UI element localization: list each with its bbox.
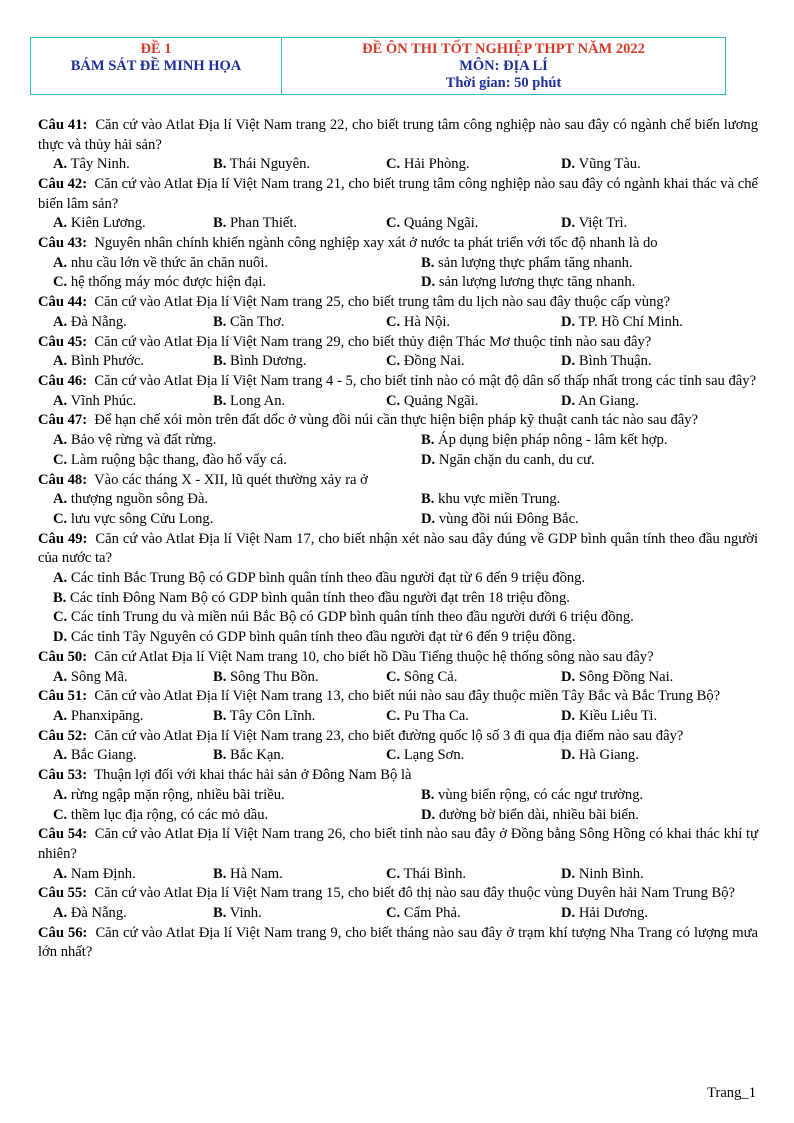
option-text: Sông Cả. — [403, 668, 458, 685]
answer-option — [386, 352, 561, 372]
option-text: sản lượng thực phẩm tăng nhanh. — [438, 254, 633, 271]
option-text: Tây Côn Lĩnh. — [229, 708, 316, 725]
option-text: đường bờ biển dài, nhiều bãi biển. — [438, 806, 639, 823]
answer-option — [53, 589, 753, 609]
option-text: hệ thống máy móc được hiện đại. — [70, 274, 267, 291]
question-text: Căn cứ vào Atlat Địa lí Việt Nam trang 15, cho biết đô thị nào sau đây thuộc vùng Duyên hải Nam Trung Bộ? — [94, 885, 736, 902]
option-letter: C. — [386, 392, 401, 409]
question-block — [38, 372, 758, 411]
option-text: Hải Phòng. — [403, 156, 470, 173]
option-letter: A. — [53, 786, 68, 803]
option-letter: D. — [561, 865, 576, 882]
answer-option — [213, 155, 386, 175]
answer-option — [213, 392, 386, 412]
question-label: Câu 47: — [38, 412, 88, 429]
answer-option — [53, 352, 213, 372]
question-stem — [38, 411, 758, 431]
option-row — [38, 589, 758, 609]
question-label: Câu 44: — [38, 294, 88, 311]
option-row — [38, 352, 758, 372]
option-text: Thái Nguyên. — [229, 156, 311, 173]
answer-option — [53, 668, 213, 688]
exam-duration: Thời gian: 50 phút — [445, 75, 562, 91]
exam-subject: MÔN: ĐỊA LÍ — [459, 58, 548, 74]
option-row — [38, 214, 758, 234]
question-label: Câu 54: — [38, 826, 88, 843]
option-text: Quảng Ngãi. — [403, 215, 479, 232]
question-block — [38, 175, 758, 234]
answer-option — [386, 214, 561, 234]
question-block — [38, 471, 758, 530]
answer-option — [561, 392, 639, 412]
option-letter: B. — [213, 708, 227, 725]
option-text: Kiều Liêu Ti. — [578, 708, 658, 725]
question-stem — [38, 372, 758, 392]
option-text: Phanxipăng. — [70, 708, 144, 725]
answer-option — [421, 431, 667, 451]
option-text: Đà Nẵng. — [70, 905, 127, 922]
question-text: Nguyên nhân chính khiến ngành công nghiệp xay xát ở nước ta phát triển với tốc độ nhanh là do — [94, 234, 658, 251]
option-letter: A. — [53, 905, 68, 922]
option-text: Áp dụng biện pháp nông - lâm kết hợp. — [438, 431, 668, 448]
answer-option — [561, 313, 683, 333]
option-text: Bảo vệ rừng và đất rừng. — [70, 431, 217, 448]
option-text: Pu Tha Ca. — [403, 708, 469, 725]
option-text: Kiên Lương. — [70, 215, 146, 232]
answer-option — [561, 214, 627, 234]
option-letter: A. — [53, 156, 68, 173]
option-row — [38, 510, 758, 530]
option-letter: B. — [421, 491, 435, 508]
option-letter: C. — [386, 708, 401, 725]
option-letter: D. — [561, 708, 576, 725]
question-text: Căn cứ Atlat Địa lí Việt Nam trang 10, cho biết hồ Dầu Tiếng thuộc hệ thống sông nào sau đây? — [94, 649, 654, 666]
answer-option — [421, 806, 639, 826]
option-row — [38, 431, 758, 451]
question-stem — [38, 648, 758, 668]
option-text: Bình Thuận. — [578, 353, 652, 370]
answer-option — [53, 313, 213, 333]
option-text: Làm ruộng bậc thang, đào hố vẩy cá. — [70, 451, 287, 468]
option-letter: B. — [213, 313, 227, 330]
answer-option — [561, 668, 673, 688]
question-text: Vào các tháng X - XII, lũ quét thường xảy ra ở — [94, 471, 368, 488]
answer-option — [561, 865, 644, 885]
question-label: Câu 41: — [38, 117, 88, 133]
question-stem — [38, 471, 758, 491]
answer-option — [561, 707, 657, 727]
option-letter: D. — [561, 668, 576, 685]
answer-option — [53, 904, 213, 924]
question-block — [38, 530, 758, 648]
option-row — [38, 628, 758, 648]
exam-number: ĐỀ 1 — [140, 41, 172, 57]
option-row — [38, 451, 758, 471]
option-letter: C. — [386, 215, 401, 232]
option-text: Các tỉnh Bắc Trung Bộ có GDP bình quân tính theo đầu người đạt từ 6 đến 9 triệu đồng. — [70, 569, 586, 586]
answer-option — [53, 273, 421, 293]
option-letter: A. — [53, 353, 68, 370]
answer-option — [213, 707, 386, 727]
option-letter: A. — [53, 431, 68, 448]
question-label: Câu 53: — [38, 767, 88, 784]
question-text: Căn cứ vào Atlat Địa lí Việt Nam trang 29, cho biết thủy điện Thác Mơ thuộc tỉnh nào sau đây? — [94, 333, 652, 350]
question-block — [38, 884, 758, 923]
option-text: thượng nguồn sông Đà. — [70, 491, 209, 508]
option-text: nhu cầu lớn về thức ăn chăn nuôi. — [70, 254, 269, 271]
option-letter: B. — [53, 589, 67, 606]
option-letter: B. — [213, 215, 227, 232]
exam-subtitle: BÁM SÁT ĐỀ MINH HỌA — [70, 58, 242, 74]
option-text: Cẩm Phả. — [403, 905, 461, 922]
option-row — [38, 865, 758, 885]
option-text: Vinh. — [229, 905, 262, 922]
question-stem — [38, 924, 758, 963]
option-row — [38, 392, 758, 412]
option-letter: C. — [53, 510, 68, 527]
option-letter: D. — [421, 806, 436, 823]
option-text: Sông Đồng Nai. — [578, 668, 674, 685]
answer-option — [53, 392, 213, 412]
option-text: Sông Thu Bồn. — [230, 668, 319, 685]
option-letter: B. — [421, 431, 435, 448]
option-text: vùng biển rộng, có các ngư trường. — [438, 786, 644, 803]
option-letter: C. — [386, 156, 401, 173]
answer-option — [213, 352, 386, 372]
option-text: Nam Định. — [70, 865, 136, 882]
option-row — [38, 155, 758, 175]
option-letter: A. — [53, 254, 68, 271]
option-text: Đà Nẵng. — [70, 313, 127, 330]
answer-option — [213, 904, 386, 924]
option-letter: C. — [53, 274, 68, 291]
option-text: Vũng Tàu. — [578, 156, 641, 173]
answer-option — [213, 668, 386, 688]
header-left-cell — [31, 38, 282, 94]
option-letter: B. — [213, 353, 227, 370]
option-row — [38, 806, 758, 826]
option-text: Ngăn chặn du canh, du cư. — [438, 451, 595, 468]
question-stem — [38, 687, 758, 707]
answer-option — [53, 214, 213, 234]
answer-option — [386, 865, 561, 885]
option-letter: B. — [213, 668, 227, 685]
option-text: khu vực miền Trung. — [438, 491, 561, 508]
answer-option — [421, 451, 595, 471]
option-letter: C. — [53, 451, 68, 468]
answer-option — [53, 490, 421, 510]
header-right-cell — [282, 38, 725, 94]
answer-option — [53, 254, 421, 274]
option-letter: C. — [386, 747, 401, 764]
option-text: Vĩnh Phúc. — [70, 392, 137, 409]
answer-option — [213, 313, 386, 333]
question-stem — [38, 727, 758, 747]
option-row — [38, 707, 758, 727]
option-letter: D. — [421, 510, 436, 527]
question-block — [38, 825, 758, 884]
option-letter: C. — [386, 865, 401, 882]
question-block — [38, 116, 758, 175]
answer-option — [53, 628, 753, 648]
option-letter: A. — [53, 668, 68, 685]
answer-option — [53, 431, 421, 451]
option-letter: B. — [213, 392, 227, 409]
answer-option — [386, 313, 561, 333]
question-text: Căn cứ vào Atlat Địa lí Việt Nam 17, cho biết nhận xét nào sau đây đúng về GDP bình quân tính theo đầu người của nước ta? — [38, 530, 759, 567]
option-letter: C. — [386, 668, 401, 685]
answer-option — [421, 510, 579, 530]
option-letter: B. — [421, 786, 435, 803]
question-text: Căn cứ vào Atlat Địa lí Việt Nam trang 21, cho biết trung tâm công nghiệp nào sau đây có ngành khai thác và chế biến lâm sản? — [38, 175, 759, 212]
question-label: Câu 46: — [38, 372, 88, 389]
option-text: Thái Bình. — [403, 865, 467, 882]
option-text: Hải Dương. — [578, 905, 648, 922]
question-block — [38, 333, 758, 372]
answer-option — [213, 746, 386, 766]
option-letter: D. — [421, 274, 436, 291]
option-letter: B. — [213, 156, 227, 173]
question-block — [38, 687, 758, 726]
option-letter: A. — [53, 313, 68, 330]
option-row — [38, 254, 758, 274]
option-row — [38, 313, 758, 333]
option-letter: A. — [53, 392, 68, 409]
question-text: Căn cứ vào Atlat Địa lí Việt Nam trang 9, cho biết tháng nào sau đây ở trạm khí tượng Nha Trang có lượng mưa lớn nhất? — [38, 924, 759, 961]
answer-option — [561, 352, 652, 372]
option-text: Phan Thiết. — [230, 215, 298, 232]
option-text: Hà Giang. — [578, 747, 639, 764]
question-label: Câu 43: — [38, 234, 88, 251]
answer-option — [53, 451, 421, 471]
answer-option — [421, 786, 643, 806]
answer-option — [53, 569, 753, 589]
question-stem — [38, 175, 758, 214]
question-label: Câu 45: — [38, 333, 88, 350]
question-label: Câu 55: — [38, 885, 88, 902]
option-letter: A. — [53, 491, 68, 508]
option-row — [38, 608, 758, 628]
option-text: Tây Ninh. — [70, 156, 130, 173]
option-text: thềm lục địa rộng, có các mỏ dầu. — [70, 806, 269, 823]
question-block — [38, 924, 758, 963]
question-stem — [38, 333, 758, 353]
option-text: lưu vực sông Cửu Long. — [70, 510, 214, 527]
option-text: Bình Dương. — [230, 353, 307, 370]
answer-option — [53, 806, 421, 826]
question-stem — [38, 766, 758, 786]
option-text: Các tỉnh Trung du và miền núi Bắc Bộ có GDP bình quân tính theo đầu người dưới 6 triệu đồng. — [70, 609, 634, 626]
answer-option — [561, 746, 639, 766]
question-stem — [38, 825, 758, 864]
answer-option — [386, 392, 561, 412]
question-label: Câu 49: — [38, 530, 88, 547]
question-stem — [38, 293, 758, 313]
question-text: Căn cứ vào Atlat Địa lí Việt Nam trang 4 - 5, cho biết tỉnh nào có mật độ dân số thấp nhất trong các tỉnh sau đây? — [94, 372, 757, 389]
option-letter: D. — [561, 392, 576, 409]
option-text: Việt Trì. — [578, 215, 628, 232]
option-text: Ninh Bình. — [578, 865, 644, 882]
question-block — [38, 766, 758, 825]
answer-option — [386, 707, 561, 727]
page-number: Trang_1 — [707, 1085, 756, 1101]
question-block — [38, 648, 758, 687]
option-text: sản lượng lương thực tăng nhanh. — [438, 274, 636, 291]
option-letter: B. — [213, 905, 227, 922]
question-label: Câu 56: — [38, 924, 88, 941]
option-row — [38, 668, 758, 688]
option-letter: A. — [53, 747, 68, 764]
option-letter: D. — [561, 905, 576, 922]
exam-header — [30, 37, 726, 95]
option-letter: A. — [53, 865, 68, 882]
answer-option — [53, 155, 213, 175]
option-text: Bình Phước. — [70, 353, 145, 370]
answer-option — [53, 746, 213, 766]
question-stem — [38, 530, 758, 569]
question-text: Căn cứ vào Atlat Địa lí Việt Nam trang 25, cho biết trung tâm du lịch nào sau đây thuộc cấp vùng? — [94, 294, 671, 311]
option-letter: D. — [561, 215, 576, 232]
option-letter: B. — [213, 747, 227, 764]
answer-option — [213, 865, 386, 885]
option-letter: D. — [561, 156, 576, 173]
option-text: Bắc Giang. — [70, 747, 137, 764]
answer-option — [386, 746, 561, 766]
question-label: Câu 42: — [38, 175, 88, 192]
option-text: Hà Nội. — [403, 313, 451, 330]
option-text: Bắc Kạn. — [230, 747, 285, 764]
answer-option — [421, 254, 633, 274]
option-letter: D. — [421, 451, 436, 468]
question-text: Để hạn chế xói mòn trên đất dốc ở vùng đồi núi cần thực hiện biện pháp kỹ thuật canh tác nào sau đây? — [94, 412, 699, 429]
question-label: Câu 51: — [38, 688, 88, 705]
option-row — [38, 904, 758, 924]
option-text: TP. Hồ Chí Minh. — [578, 313, 683, 330]
option-text: Hà Nam. — [230, 865, 283, 882]
option-text: Quảng Ngãi. — [403, 392, 479, 409]
exam-title: ĐỀ ÔN THI TỐT NGHIỆP THPT NĂM 2022 — [362, 41, 645, 57]
answer-option — [53, 865, 213, 885]
question-block — [38, 293, 758, 332]
option-text: Đồng Nai. — [403, 353, 465, 370]
option-text: Các tỉnh Tây Nguyên có GDP bình quân tính theo đầu người đạt từ 6 đến 9 triệu đồng. — [70, 629, 576, 646]
answer-option — [386, 668, 561, 688]
question-label: Câu 52: — [38, 727, 88, 744]
option-text: Sông Mã. — [70, 668, 128, 685]
answer-option — [213, 214, 386, 234]
question-text: Căn cứ vào Atlat Địa lí Việt Nam trang 13, cho biết núi nào sau đây thuộc miền Tây Bắc và Bắc Trung Bộ? — [94, 688, 721, 705]
question-block — [38, 411, 758, 470]
option-row — [38, 569, 758, 589]
option-text: Lạng Sơn. — [403, 747, 465, 764]
option-letter: D. — [561, 353, 576, 370]
option-row — [38, 490, 758, 510]
option-text: Long An. — [230, 392, 286, 409]
answer-option — [561, 904, 648, 924]
answer-option — [421, 490, 560, 510]
option-text: rừng ngập mặn rộng, nhiều bãi triều. — [70, 786, 285, 803]
option-letter: B. — [421, 254, 435, 271]
answer-option — [386, 904, 561, 924]
answer-option — [53, 786, 421, 806]
answer-option — [53, 707, 213, 727]
option-row — [38, 786, 758, 806]
question-block — [38, 234, 758, 293]
option-letter: B. — [213, 865, 227, 882]
option-row — [38, 746, 758, 766]
option-letter: C. — [386, 353, 401, 370]
option-letter: A. — [53, 569, 68, 586]
question-block — [38, 727, 758, 766]
option-letter: C. — [53, 806, 68, 823]
question-stem — [38, 116, 758, 155]
answer-option — [53, 608, 753, 628]
option-letter: A. — [53, 215, 68, 232]
option-text: An Giang. — [578, 392, 639, 409]
answer-option — [421, 273, 635, 293]
question-label: Câu 48: — [38, 471, 88, 488]
option-text: Cần Thơ. — [230, 313, 285, 330]
question-text: Căn cứ vào Atlat Địa lí Việt Nam trang 23, cho biết đường quốc lộ số 3 đi qua địa điểm nào sau đây? — [94, 727, 684, 744]
option-text: Các tỉnh Đông Nam Bộ có GDP bình quân tính theo đầu người đạt trên 18 triệu đồng. — [70, 589, 570, 606]
option-row — [38, 273, 758, 293]
option-letter: D. — [561, 747, 576, 764]
answer-option — [561, 155, 641, 175]
question-text: Căn cứ vào Atlat Địa lí Việt Nam trang 26, cho biết tỉnh nào sau đây ở Đồng bằng Sông Hồng có khai thác khí tự nhiên? — [38, 826, 759, 863]
question-stem — [38, 234, 758, 254]
question-text: Căn cứ vào Atlat Địa lí Việt Nam trang 22, cho biết trung tâm công nghiệp nào sau đây có ngành chế biến lương thực và thủy hải sản? — [38, 117, 759, 153]
question-text: Thuận lợi đối với khai thác hải sản ở Đông Nam Bộ là — [94, 767, 412, 784]
answer-option — [386, 155, 561, 175]
question-stem — [38, 884, 758, 904]
option-letter: D. — [561, 313, 576, 330]
option-letter: D. — [53, 629, 68, 646]
question-list — [38, 116, 758, 963]
option-text: vùng đồi núi Đông Bắc. — [438, 510, 579, 527]
option-letter: C. — [386, 313, 401, 330]
answer-option — [53, 510, 421, 530]
option-letter: C. — [53, 609, 68, 626]
question-label: Câu 50: — [38, 649, 88, 666]
option-letter: C. — [386, 905, 401, 922]
option-letter: A. — [53, 708, 68, 725]
